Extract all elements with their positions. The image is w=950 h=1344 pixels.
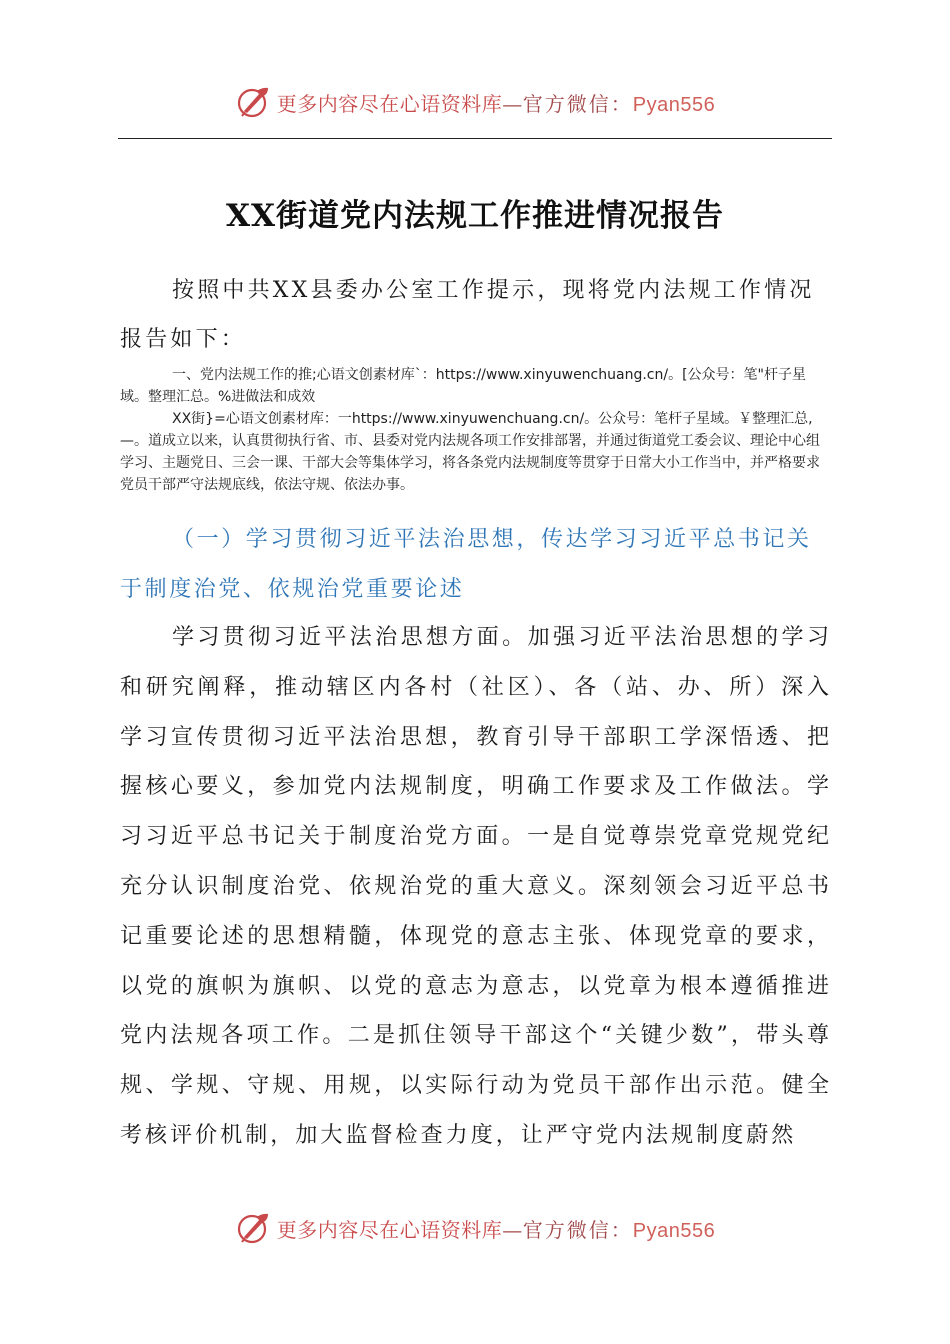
intro-paragraph: 按照中共XX县委办公室工作提示，现将党内法规工作情况报告如下： — [120, 278, 815, 352]
watermark-line-1: 一、党内法规工作的推;心语文创素材库`：https://www.xinyuwenchuang.cn/。[公众号：笔"杆子星域。整理汇总。%进做法和成效 — [120, 367, 806, 405]
wechat-id: Pyan556 — [632, 1219, 716, 1242]
section-heading: （一）学习贯彻习近平法治思想，传达学习习近平总书记关于制度治党、依规治党重要论述 — [120, 527, 812, 602]
document-title: XX街道党内法规工作推进情况报告 — [225, 198, 725, 234]
quill-logo-icon — [235, 1210, 271, 1246]
banner-text: 更多内容尽在心语资料库—官方微信：Pyan556 — [276, 1217, 716, 1242]
banner-text: 更多内容尽在心语资料库—官方微信：Pyan556 — [276, 91, 716, 116]
body-paragraph: 学习贯彻习近平法治思想方面。加强习近平法治思想的学习和研究阐释，推动辖区内各村（社区）、各（站、办、所）深入学习宣传贯彻习近平法治思想，教育引导干部职工学深悟透、把握核心要义，参加党内法规制度，明确工作要求及工作做法。学习习近平总书记关于制度治党方面。一是自觉尊崇党章党规党纪充分认识制度治党、依规治党的重大意义。深刻领会习近平总书记重要论述的思想精髓，体现党的意志主张、体现党章的要求，以党的旗帜为旗帜、以党的意志为意志，以党章为根本遵循推进党内法规各项工作。二是抓住领导干部这个“关键少数”，带头尊规、学规、守规、用规，以实际行动为党员干部作出示范。健全考核评价机制，加大监督检查力度，让严守党内法规制度蔚然 — [120, 625, 832, 1148]
wechat-id: Pyan556 — [632, 93, 716, 116]
header-divider — [118, 138, 832, 139]
footer-banner — [0, 1208, 950, 1248]
quill-logo-icon — [235, 84, 271, 120]
watermark-line-2: XX街}=心语文创素材库：一https://www.xinyuwenchuang.cn/。公众号：笔杆子星域。￥整理汇总,—。道成立以来，认真贯彻执行省、市、县委对党内法规各项工作安排部署，并通过街道党工委会议、理论中心组学习、主题党日、三会一课、干部大会等集体学习，将各条党内法规制度等贯穿于日常大小工作当中，并严格要求党员干部严守法规底线，依法守规、依法办事。 — [120, 411, 820, 493]
header-banner — [0, 82, 950, 122]
